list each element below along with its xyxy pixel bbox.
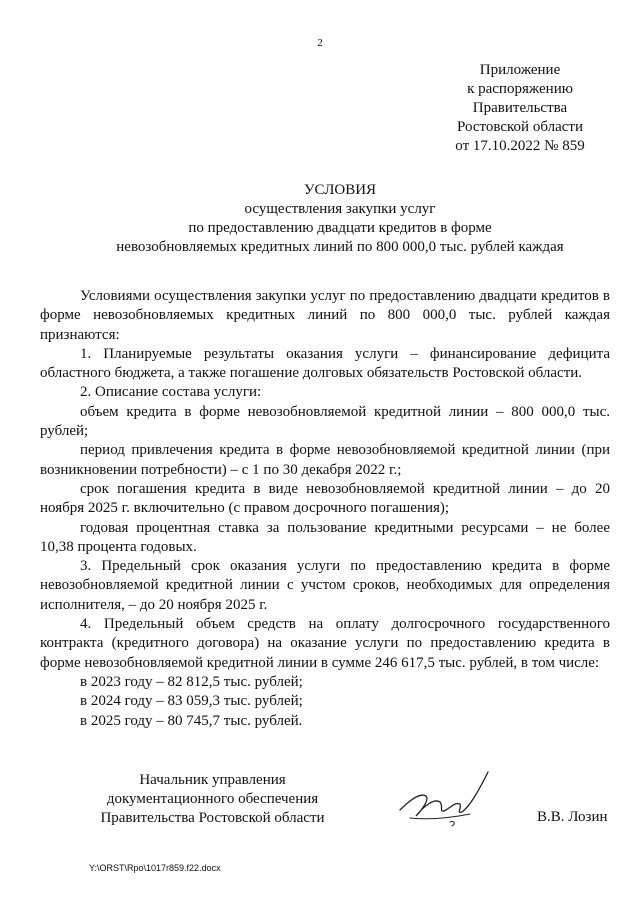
document-title: [60, 181, 620, 257]
credit-volume-paragraph: объем кредита в форме невозобновляемой кредитной линии – 800 000,0 тыс. рублей;: [40, 403, 610, 440]
item-4-paragraph: 4. Предельный объем средств на оплату долгосрочного государственного контракта (кредитного договора) на оказание услуги по предоставлению кредита в форме невозобновляемой кредитной линии в сумме 246 617,5 тыс. рублей, в том числе:: [40, 616, 610, 671]
year-2024-amount: в 2024 году – 83 059,3 тыс. рублей;: [80, 693, 303, 710]
appendix-line: к распоряжению: [467, 81, 573, 97]
interest-rate-paragraph: годовая процентная ставка за пользование кредитными ресурсами – не более 10,38 процента годовых.: [40, 519, 610, 555]
appendix-line: Приложение: [479, 62, 561, 78]
item-1-paragraph: 1. Планируемые результаты оказания услуги – финансирование дефицита областного бюджета, а также погашение долговых обязательств Ростовской области.: [40, 345, 610, 382]
appendix-line: Правительства: [472, 100, 568, 116]
signatory-line: Правительства Ростовской области: [100, 810, 325, 826]
title-line: по предоставлению двадцати кредитов в форме: [188, 220, 492, 236]
year-2023-amount: в 2023 году – 82 812,5 тыс. рублей;: [80, 673, 303, 690]
signatory-name: В.В. Лозин: [537, 809, 608, 825]
item-2-paragraph: 2. Описание состава услуги:: [80, 384, 262, 401]
draw-period-paragraph: период привлечения кредита в форме невозобновляемой кредитной линии (при возникновении потребности) – с 1 по 30 декабря 2022 г.;: [40, 442, 610, 478]
handwritten-signature: [390, 762, 500, 832]
signatory-line: Начальник управления: [139, 772, 286, 788]
title-line: невозобновляемых кредитных линий по 800 000,0 тыс. рублей каждая: [116, 239, 564, 255]
page-number: 2: [317, 37, 323, 49]
appendix-line: Ростовской области: [457, 119, 583, 135]
signatory-position: [90, 771, 335, 828]
year-2025-amount: в 2025 году – 80 745,7 тыс. рублей.: [80, 712, 303, 729]
title-line: осуществления закупки услуг: [244, 201, 436, 217]
repayment-term-paragraph: срок погашения кредита в виде невозобновляемой кредитной линии – до 20 ноября 2025 г. включительно (с правом досрочного погашения);: [40, 480, 610, 517]
item-3-paragraph: 3. Предельный срок оказания услуги по предоставлению кредита в форме невозобновляемой кредитной линии с учстом сроков, необходимых для определения исполнителя, – до 20 ноября 2025 г.: [40, 558, 610, 613]
appendix-reference: [440, 61, 600, 156]
title-heading: УСЛОВИЯ: [303, 182, 377, 198]
file-path-footer: Y:\ORST\Rpo\1017r859.f22.docx: [89, 863, 221, 873]
appendix-line: от 17.10.2022 № 859: [455, 138, 585, 154]
intro-paragraph: Условиями осуществления закупки услуг по предоставлению двадцати кредитов в форме невозобновляемых кредитных линий по 800 000,0 тыс. рублей каждая признаются:: [40, 288, 610, 343]
document-body: [40, 287, 610, 731]
signatory-line: документационного обеспечения: [106, 791, 319, 807]
